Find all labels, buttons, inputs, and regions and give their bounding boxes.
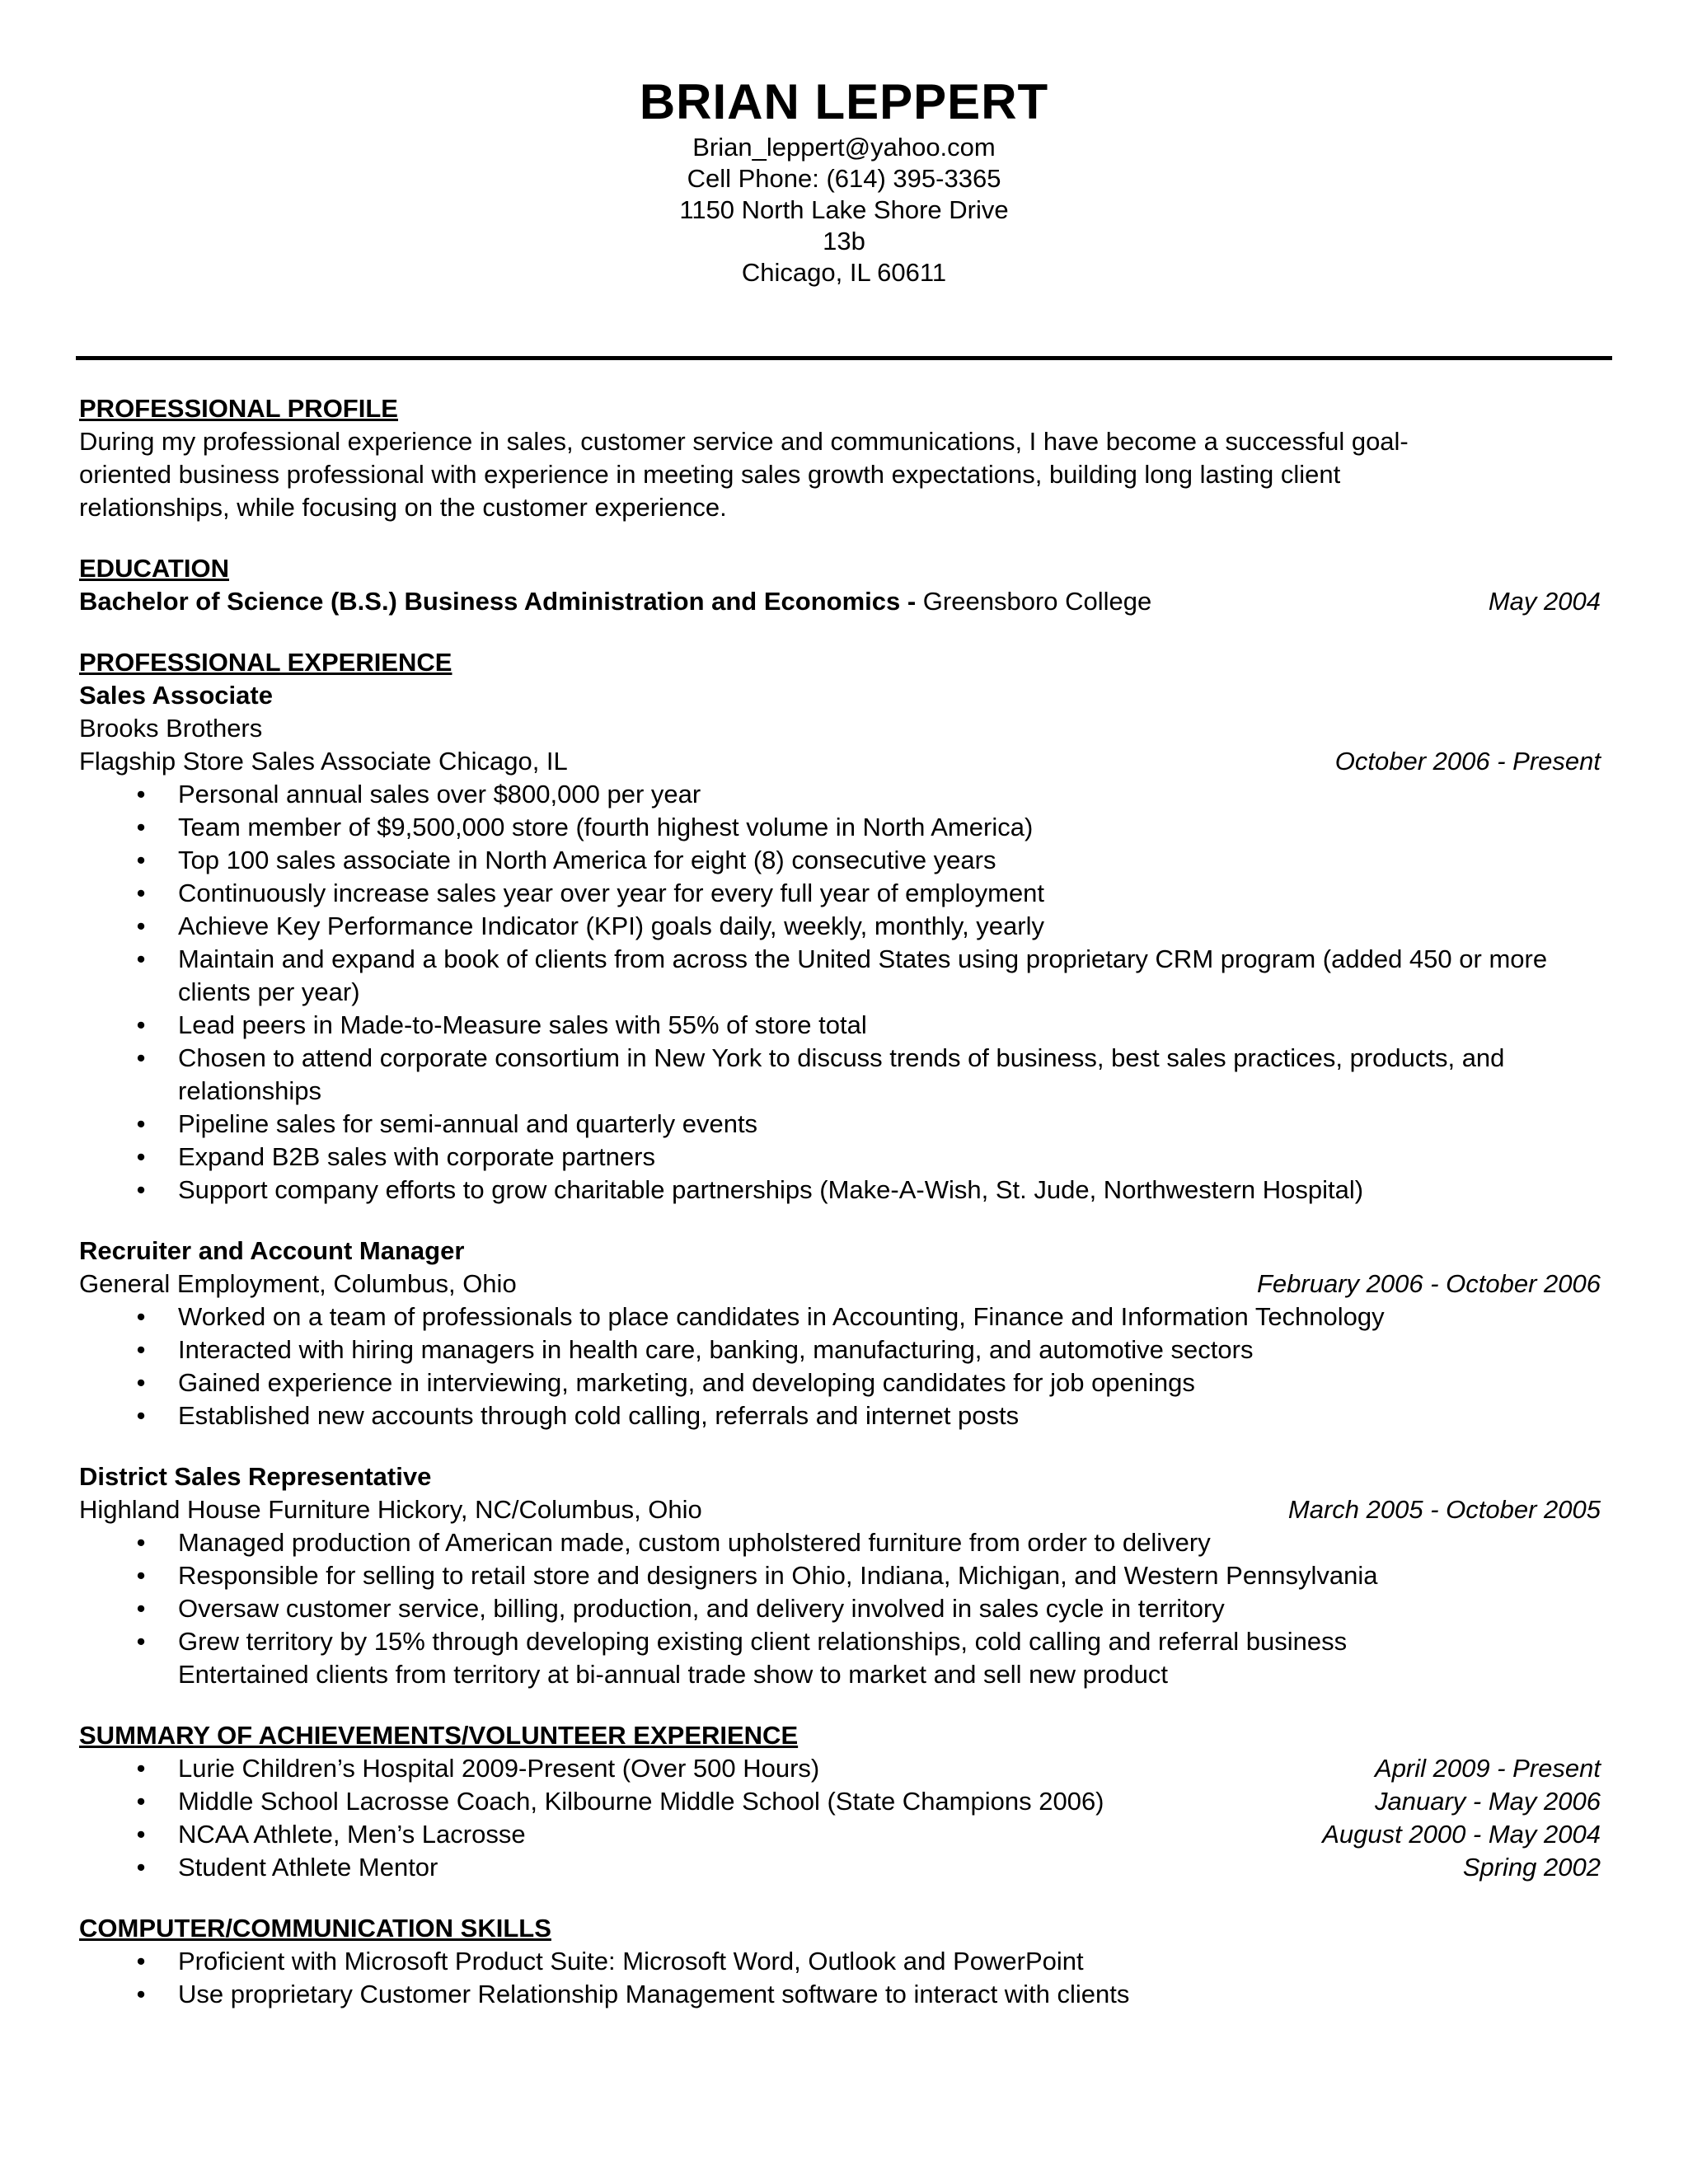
school: Greensboro College	[916, 587, 1152, 616]
list-item: • Pipeline sales for semi-annual and quarterly events	[136, 1109, 758, 1138]
list-item: • Top 100 sales associate in North America for eight (8) consecutive years	[136, 846, 996, 874]
list-item: • Personal annual sales over $800,000 per year	[136, 780, 701, 808]
job-date: March 2005 - October 2005	[1287, 1495, 1601, 1524]
list-item: • Lurie Children’s Hospital 2009-Present (Over 500 Hours) April 2009 - Present	[79, 1752, 1601, 1785]
job-detail-row	[79, 1268, 1601, 1301]
achievements-heading: SUMMARY OF ACHIEVEMENTS/VOLUNTEER EXPERIENCE	[79, 1721, 799, 1750]
list-item: • Chosen to attend corporate consortium in New York to discuss trends of business, best sales practices, products, and relationships	[136, 1043, 1505, 1105]
list-item: • Worked on a team of professionals to place candidates in Accounting, Finance and Information Technology	[136, 1302, 1385, 1331]
resume-header	[0, 73, 1688, 288]
achievement-date: April 2009 - Present	[1375, 1754, 1601, 1783]
profile-line: During my professional experience in sales, customer service and communications, I have become a successful goal-	[79, 427, 1409, 456]
list-item: • Grew territory by 15% through developing existing client relationships, cold calling and referral business	[136, 1627, 1348, 1656]
profile-heading: PROFESSIONAL PROFILE	[79, 394, 398, 423]
job-location: General Employment, Columbus, Ohio	[79, 1269, 517, 1298]
achievement-date: Spring 2002	[1462, 1853, 1601, 1882]
header-divider	[76, 356, 1612, 360]
list-item: • Managed production of American made, custom upholstered furniture from order to delivery	[136, 1528, 1211, 1557]
achievements-list	[79, 1752, 1601, 1884]
degree: Bachelor of Science (B.S.) Business Administration and Economics -	[79, 587, 917, 616]
job-location: Flagship Store Sales Associate Chicago, IL	[79, 747, 568, 776]
job-title: District Sales Representative	[79, 1462, 432, 1491]
list-item: • Student Athlete Mentor Spring 2002	[79, 1851, 1601, 1884]
job-detail-row	[79, 1493, 1601, 1526]
education-date: May 2004	[1488, 587, 1601, 616]
job-bullet-list	[79, 778, 1601, 1207]
list-item: • Team member of $9,500,000 store (fourth highest volume in North America)	[136, 813, 1034, 841]
unit-number: 13b	[823, 227, 865, 255]
profile-line: oriented business professional with experience in meeting sales growth expectations, building long lasting client	[79, 460, 1341, 489]
experience-heading: PROFESSIONAL EXPERIENCE	[79, 648, 452, 677]
resume-body	[79, 392, 1601, 2011]
job-detail-row	[79, 745, 1601, 778]
list-item: • Maintain and expand a book of clients from across the United States using proprietary CRM program (added 450 or more clients per year)	[136, 944, 1548, 1006]
list-item: • Responsible for selling to retail store and designers in Ohio, Indiana, Michigan, and Western Pennsylvania	[136, 1561, 1378, 1590]
list-item: • Gained experience in interviewing, marketing, and developing candidates for job openings	[136, 1368, 1195, 1397]
city-state-zip: Chicago, IL 60611	[741, 258, 947, 287]
list-item: • NCAA Athlete, Men’s Lacrosse August 2000 - May 2004	[79, 1818, 1601, 1851]
street-address: 1150 North Lake Shore Drive	[679, 195, 1009, 224]
phone-number: Cell Phone: (614) 395-3365	[687, 164, 1001, 193]
achievement-date: August 2000 - May 2004	[1322, 1820, 1601, 1849]
list-item: • Expand B2B sales with corporate partners	[136, 1142, 655, 1171]
list-item: • Continuously increase sales year over year for every full year of employment	[136, 879, 1045, 907]
list-item: • Use proprietary Customer Relationship Management software to interact with clients	[136, 1980, 1130, 2008]
job-date: February 2006 - October 2006	[1256, 1269, 1601, 1298]
achievement-date: January - May 2006	[1375, 1787, 1601, 1816]
skills-list	[79, 1945, 1601, 2011]
list-item: • Established new accounts through cold calling, referrals and internet posts	[136, 1401, 1020, 1430]
list-item: • Achieve Key Performance Indicator (KPI) goals daily, weekly, monthly, yearly	[136, 912, 1044, 940]
list-item: • Interacted with hiring managers in health care, banking, manufacturing, and automotive sectors	[136, 1335, 1254, 1364]
skills-heading: COMPUTER/COMMUNICATION SKILLS	[79, 1914, 551, 1943]
job-title: Sales Associate	[79, 681, 273, 710]
job-title: Recruiter and Account Manager	[79, 1236, 465, 1265]
job-location: Highland House Furniture Hickory, NC/Columbus, Ohio	[79, 1495, 702, 1524]
list-item: • Proficient with Microsoft Product Suite: Microsoft Word, Outlook and PowerPoint	[136, 1947, 1084, 1975]
job-bullet-list	[79, 1301, 1601, 1432]
candidate-name: BRIAN LEPPERT	[639, 74, 1049, 129]
job-company: Brooks Brothers	[79, 714, 263, 743]
list-item: • Oversaw customer service, billing, production, and delivery involved in sales cycle in territory	[136, 1594, 1225, 1623]
profile-line: relationships, while focusing on the customer experience.	[79, 493, 727, 522]
list-item: • Middle School Lacrosse Coach, Kilbourne Middle School (State Champions 2006) January - May 2006	[79, 1785, 1601, 1818]
job-extra-line: Entertained clients from territory at bi-annual trade show to market and sell new product	[178, 1660, 1168, 1689]
list-item: • Support company efforts to grow charitable partnerships (Make-A-Wish, St. Jude, Northwestern Hospital)	[136, 1175, 1364, 1204]
list-item: • Lead peers in Made-to-Measure sales with 55% of store total	[136, 1010, 867, 1039]
email-address: Brian_leppert@yahoo.com	[692, 133, 996, 162]
education-heading: EDUCATION	[79, 554, 229, 583]
education-entry	[79, 585, 1601, 618]
job-date: October 2006 - Present	[1334, 747, 1601, 776]
job-bullet-list	[79, 1526, 1601, 1658]
